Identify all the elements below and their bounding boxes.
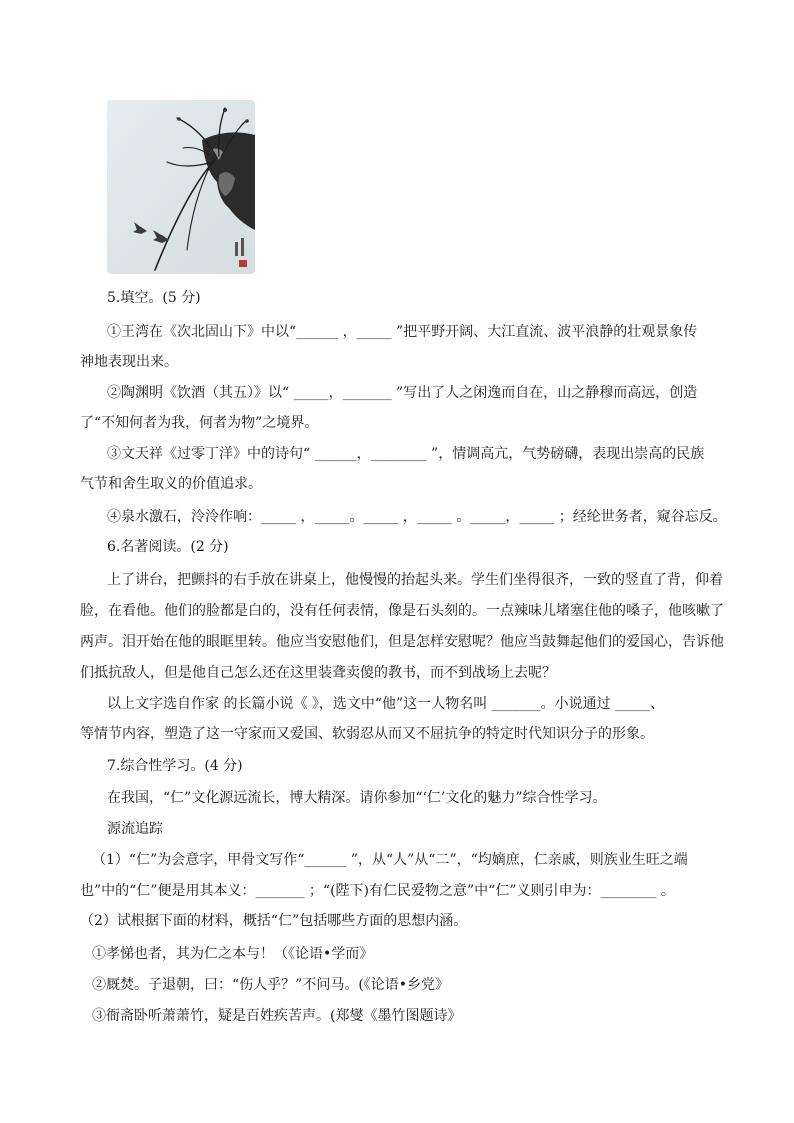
q5-heading: 5.填空。(5 分) [107,290,201,306]
q5-item2-line1: ②陶渊明《饮酒（其五）》以“ _____，_______ ”写出了人之闲逸而自在，山之静穆而高远，创造 [107,385,698,401]
q6-passage-line3: 两声。泪开始在他的眼眶里转。他应当安慰他们，但是怎样安慰呢？他应当鼓舞起他们的爱国心，告诉他 [80,634,724,650]
q7-intro: 在我国，“仁”文化源远流长，博大精深。请你参加“‘仁’文化的魅力”综合性学习。 [107,790,607,806]
orchid-bird-painting [107,100,255,274]
q7-material3: ③衙斋卧听萧萧竹，疑是百姓疾苦声。(郑燮《墨竹图题诗》 [92,1008,462,1024]
q5-item2-line2: 了“不知何者为我，何者为物”之境界。 [80,415,319,431]
q7-heading: 7.综合性学习。(4 分) [107,758,243,774]
q7-sub1-line2: 也”中的“仁”便是用其本义：_______ ；“(陛下)有仁民爱物之意”中“仁”义则引申为：________ 。 [80,883,675,899]
q6-question-line1: 以上文字选自作家 的长篇小说《 》，选文中“他”这一人物名叫 _______。小说通过 _____、 [107,696,665,712]
q5-item3-line1: ③文天祥《过零丁洋》中的诗句“ ______，________ ”，情调高亢，气势磅礴，表现出崇高的民族 [107,446,705,462]
q5-item1-line1: ①王湾在《次北固山下》中以“______ ，_____ ”把平野开阔、大江直流、波平浪静的壮观景象传 [107,324,698,340]
q6-passage-line1: 上了讲台，把颤抖的右手放在讲桌上，他慢慢的抬起头来。学生们坐得很齐，一致的竖直了背，仰着 [107,572,723,588]
q7-sub2: （2）试根据下面的材料，概括“仁”包括哪些方面的思想内涵。 [80,913,468,929]
q5-item4: ④泉水激石，泠泠作响：_____ ，_____。_____ ，_____ 。_____，_____ ；经纶世务者，窥谷忘反。 [107,509,727,525]
q6-passage-line4: 们抵抗敌人，但是他自己怎么还在这里装聋卖傻的教书，而不到战场上去呢？ [80,665,556,681]
q6-heading: 6.名著阅读。(2 分) [107,539,229,555]
q6-passage-line2: 脸，在看他。他们的脸都是白的，没有任何表情，像是石头刻的。一点辣味儿堵塞住他的嗓子，他咳嗽了 [80,603,724,619]
q7-material1: ①孝悌也者，其为仁之本与！（《论语•学而》 [92,946,374,962]
q7-sub1-line1: （1）“仁”为会意字，甲骨文写作“______ ”，从“人”从“二”，“均嫡庶，仁亲戚，则族业生旺之端 [92,852,688,868]
q7-material2: ②厩焚。子退朝，曰：“伤人乎？”不问马。(《论语•乡党》 [92,977,450,993]
q5-item3-line2: 气节和舍生取义的价值追求。 [80,476,262,492]
ink-painting-image [107,100,255,274]
q5-item1-line2: 神地表现出来。 [80,354,178,370]
q6-question-line2: 等情节内容，塑造了这一守家而又爱国、软弱忍从而又不屈抗争的特定时代知识分子的形象。 [80,726,654,742]
q7-section-title: 源流追踪 [107,821,163,837]
